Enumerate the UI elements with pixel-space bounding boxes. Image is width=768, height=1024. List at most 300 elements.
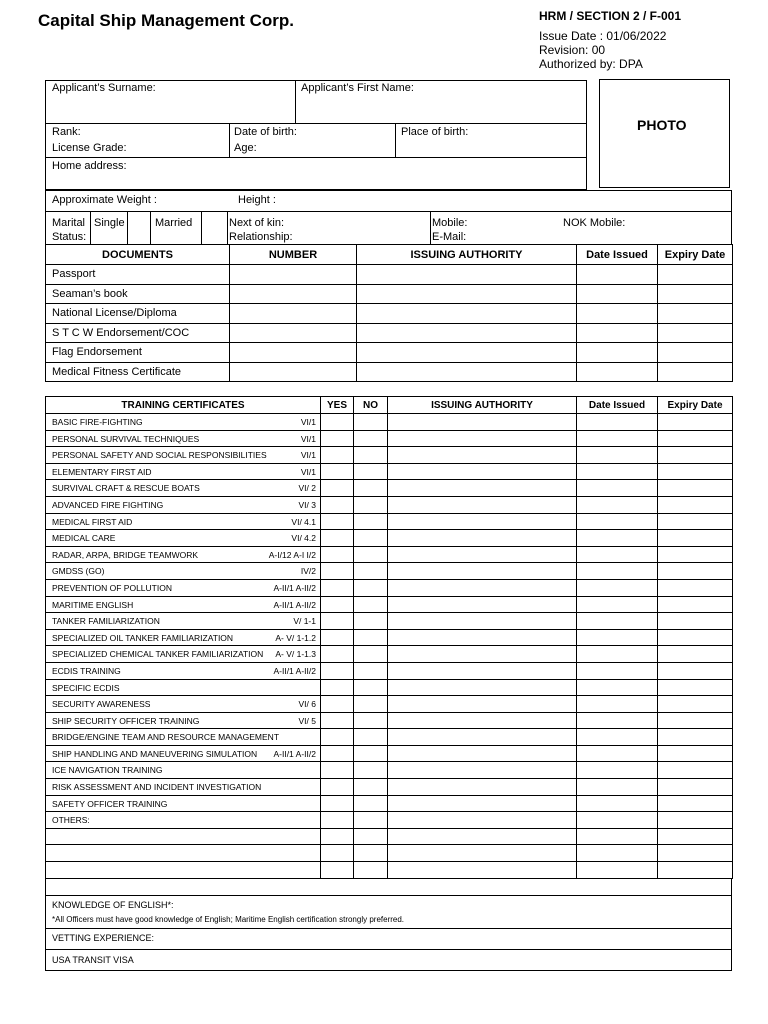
yes-cell[interactable] (321, 762, 354, 779)
yes-cell[interactable] (321, 579, 354, 596)
training-name-cell (46, 629, 321, 646)
document-number-cell[interactable] (230, 362, 357, 382)
revision: Revision: 00 (539, 43, 606, 57)
training-name-cell (46, 430, 321, 447)
training-row (46, 496, 733, 513)
photo-box (599, 79, 730, 188)
yes-cell[interactable] (321, 646, 354, 663)
training-date-issued-cell[interactable] (577, 646, 658, 663)
yes-cell[interactable] (321, 828, 354, 845)
training-authority-cell[interactable] (388, 563, 577, 580)
document-expiry-cell[interactable] (658, 265, 733, 285)
training-reference: A-II/1 A-II/2 (273, 599, 316, 610)
training-date-issued-cell[interactable] (577, 679, 658, 696)
married-label: Married (155, 217, 193, 229)
training-name: ICE NAVIGATION TRAINING (52, 765, 163, 776)
training-expiry-cell[interactable] (658, 563, 733, 580)
no-cell[interactable] (354, 696, 388, 713)
document-expiry-cell[interactable] (658, 362, 733, 382)
english-note: *All Officers must have good knowledge of English; Maritime English certification strongly preferred. (52, 915, 405, 924)
document-authority-cell[interactable] (357, 265, 577, 285)
training-row (46, 563, 733, 580)
height-label: Height : (238, 194, 276, 206)
yes-cell[interactable] (321, 430, 354, 447)
training-authority-cell[interactable] (388, 513, 577, 530)
training-name-cell (46, 530, 321, 547)
training-name: MEDICAL CARE (52, 533, 116, 544)
training-date-issued-cell[interactable] (577, 862, 658, 879)
training-row (46, 596, 733, 613)
training-name: OTHERS: (52, 815, 90, 826)
training-row (46, 613, 733, 630)
document-expiry-cell[interactable] (658, 284, 733, 304)
training-authority-cell[interactable] (388, 646, 577, 663)
training-name: SHIP HANDLING AND MANEUVERING SIMULATION (52, 748, 258, 759)
document-name: Seaman’s book (46, 284, 230, 304)
training-expiry-cell[interactable] (658, 812, 733, 829)
yes-cell[interactable] (321, 862, 354, 879)
training-name-cell (46, 463, 321, 480)
document-row (46, 304, 733, 324)
place-of-birth-label: Place of birth: (401, 126, 469, 138)
document-expiry-cell[interactable] (658, 323, 733, 343)
training-expiry-cell[interactable] (658, 712, 733, 729)
training-date-issued-cell[interactable] (577, 563, 658, 580)
training-reference: VI/ 4.2 (291, 533, 316, 544)
yes-cell[interactable] (321, 712, 354, 729)
yes-cell[interactable] (321, 513, 354, 530)
training-row (46, 828, 733, 845)
training-date-issued-cell[interactable] (577, 463, 658, 480)
yes-cell[interactable] (321, 812, 354, 829)
usa-visa-label: USA TRANSIT VISA (52, 955, 134, 965)
no-cell[interactable] (354, 812, 388, 829)
no-cell[interactable] (354, 496, 388, 513)
yes-cell[interactable] (321, 696, 354, 713)
expiry-date-header: Expiry Date (658, 245, 733, 265)
yes-cell[interactable] (321, 463, 354, 480)
training-expiry-cell[interactable] (658, 596, 733, 613)
training-name-cell (46, 414, 321, 431)
training-authority-cell[interactable] (388, 596, 577, 613)
training-reference: VI/ 2 (298, 483, 316, 494)
single-label: Single (94, 217, 125, 229)
training-authority-header: ISSUING AUTHORITY (388, 397, 577, 414)
training-expiry-cell[interactable] (658, 845, 733, 862)
training-name-cell (46, 496, 321, 513)
training-authority-cell[interactable] (388, 414, 577, 431)
document-date-issued-cell[interactable] (577, 265, 658, 285)
no-cell[interactable] (354, 613, 388, 630)
training-reference: A- V/ 1-1.3 (275, 649, 316, 660)
training-authority-cell[interactable] (388, 729, 577, 746)
training-row (46, 762, 733, 779)
training-reference: A-II/1 A-II/2 (273, 582, 316, 593)
document-name: Medical Fitness Certificate (46, 362, 230, 382)
training-expiry-cell[interactable] (658, 629, 733, 646)
yes-cell[interactable] (321, 480, 354, 497)
yes-cell[interactable] (321, 563, 354, 580)
training-date-issued-cell[interactable] (577, 696, 658, 713)
training-date-issued-cell[interactable] (577, 812, 658, 829)
document-authority-cell[interactable] (357, 304, 577, 324)
first-name-label: Applicant’s First Name: (301, 82, 414, 94)
training-name: SURVIVAL CRAFT & RESCUE BOATS (52, 483, 200, 494)
training-authority-cell[interactable] (388, 745, 577, 762)
training-row (46, 862, 733, 879)
training-name: SPECIALIZED CHEMICAL TANKER FAMILIARIZATION (52, 649, 264, 660)
training-name: PERSONAL SAFETY AND SOCIAL RESPONSIBILITIES (52, 450, 267, 461)
training-row (46, 795, 733, 812)
issue-date: Issue Date : 01/06/2022 (539, 29, 667, 43)
yes-cell[interactable] (321, 745, 354, 762)
yes-cell[interactable] (321, 496, 354, 513)
no-cell[interactable] (354, 745, 388, 762)
training-reference: A- V/ 1-1.2 (275, 632, 316, 643)
training-expiry-cell[interactable] (658, 662, 733, 679)
date-issued-header: Date Issued (577, 245, 658, 265)
training-date-issued-cell[interactable] (577, 779, 658, 796)
no-cell[interactable] (354, 579, 388, 596)
training-row (46, 546, 733, 563)
training-expiry-cell[interactable] (658, 696, 733, 713)
training-reference: V/ 1-1 (293, 616, 316, 627)
weight-label: Approximate Weight : (52, 194, 157, 206)
training-name-cell (46, 447, 321, 464)
document-date-issued-cell[interactable] (577, 323, 658, 343)
training-name-cell (46, 579, 321, 596)
training-expiry-cell[interactable] (658, 729, 733, 746)
training-date-issued-cell[interactable] (577, 712, 658, 729)
no-cell[interactable] (354, 779, 388, 796)
training-expiry-cell[interactable] (658, 480, 733, 497)
documents-header: DOCUMENTS (46, 245, 230, 265)
no-cell[interactable] (354, 629, 388, 646)
training-authority-cell[interactable] (388, 828, 577, 845)
mobile-label: Mobile: (432, 217, 468, 229)
training-expiry-cell[interactable] (658, 762, 733, 779)
training-row (46, 646, 733, 663)
no-cell[interactable] (354, 729, 388, 746)
yes-cell[interactable] (321, 662, 354, 679)
training-row (46, 679, 733, 696)
rank-label: Rank: (52, 126, 81, 138)
training-authority-cell[interactable] (388, 430, 577, 447)
email-label: E-Mail: (432, 231, 467, 243)
training-expiry-cell[interactable] (658, 530, 733, 547)
training-date-issued-cell[interactable] (577, 745, 658, 762)
training-row (46, 579, 733, 596)
documents-header-row (46, 245, 733, 265)
yes-cell[interactable] (321, 447, 354, 464)
no-cell[interactable] (354, 845, 388, 862)
license-grade-label: License Grade: (52, 142, 127, 154)
training-authority-cell[interactable] (388, 762, 577, 779)
surname-label: Applicant’s Surname: (52, 82, 156, 94)
no-cell[interactable] (354, 646, 388, 663)
training-reference: A-II/1 A-II/2 (273, 748, 316, 759)
training-date-issued-cell[interactable] (577, 480, 658, 497)
document-authority-cell[interactable] (357, 362, 577, 382)
training-header-row (46, 397, 733, 414)
training-reference: VI/ 3 (298, 499, 316, 510)
no-cell[interactable] (354, 447, 388, 464)
training-name: SPECIALIZED OIL TANKER FAMILIARIZATION (52, 632, 234, 643)
document-date-issued-cell[interactable] (577, 304, 658, 324)
training-name-cell (46, 646, 321, 663)
training-authority-cell[interactable] (388, 613, 577, 630)
training-date-issued-cell[interactable] (577, 613, 658, 630)
training-row (46, 629, 733, 646)
training-name: BASIC FIRE-FIGHTING (52, 417, 143, 427)
training-date-issued-cell[interactable] (577, 579, 658, 596)
training-authority-cell[interactable] (388, 546, 577, 563)
training-date-issued-cell[interactable] (577, 430, 658, 447)
training-name-cell (46, 745, 321, 762)
training-date-issued-cell[interactable] (577, 629, 658, 646)
training-reference: VI/1 (300, 466, 316, 477)
yes-cell[interactable] (321, 795, 354, 812)
training-date-issued-cell[interactable] (577, 496, 658, 513)
training-authority-cell[interactable] (388, 795, 577, 812)
no-cell[interactable] (354, 430, 388, 447)
home-address-label: Home address: (52, 160, 127, 172)
training-reference: VI/1 (300, 433, 316, 444)
training-expiry-cell[interactable] (658, 828, 733, 845)
training-name-cell (46, 696, 321, 713)
yes-cell[interactable] (321, 729, 354, 746)
training-expiry-cell[interactable] (658, 613, 733, 630)
english-knowledge-label: KNOWLEDGE OF ENGLISH*: (52, 900, 174, 910)
vetting-experience-label: VETTING EXPERIENCE: (52, 933, 155, 943)
training-name: TANKER FAMILIARIZATION (52, 616, 160, 627)
document-row (46, 362, 733, 382)
no-cell[interactable] (354, 862, 388, 879)
training-name: ECDIS TRAINING (52, 665, 121, 676)
training-name-cell (46, 812, 321, 829)
training-name: MARITIME ENGLISH (52, 599, 134, 610)
training-expiry-cell[interactable] (658, 513, 733, 530)
document-number-cell[interactable] (230, 304, 357, 324)
document-code: HRM / SECTION 2 / F-001 (539, 9, 682, 23)
no-cell[interactable] (354, 662, 388, 679)
training-date-issued-cell[interactable] (577, 546, 658, 563)
no-cell[interactable] (354, 530, 388, 547)
no-cell[interactable] (354, 513, 388, 530)
document-number-cell[interactable] (230, 284, 357, 304)
training-reference: IV/2 (300, 566, 316, 577)
next-of-kin-label: Next of kin: (229, 217, 285, 229)
footer-box (45, 878, 732, 971)
training-expiry-cell[interactable] (658, 579, 733, 596)
training-reference: VI/ 5 (298, 715, 316, 726)
training-authority-cell[interactable] (388, 447, 577, 464)
no-cell[interactable] (354, 596, 388, 613)
training-expiry-cell[interactable] (658, 795, 733, 812)
document-name: S T C W Endorsement/COC (46, 323, 230, 343)
training-name: SECURITY AWARENESS (52, 699, 151, 710)
no-cell[interactable] (354, 795, 388, 812)
training-row (46, 447, 733, 464)
document-row (46, 323, 733, 343)
no-cell[interactable] (354, 546, 388, 563)
document-number-cell[interactable] (230, 265, 357, 285)
yes-cell[interactable] (321, 414, 354, 431)
training-reference: A-I/12 A-I I/2 (268, 549, 316, 560)
training-name-cell (46, 862, 321, 879)
training-name-cell (46, 480, 321, 497)
document-date-issued-cell[interactable] (577, 362, 658, 382)
yes-cell[interactable] (321, 629, 354, 646)
training-row (46, 845, 733, 862)
relationship-label: Relationship: (229, 231, 293, 243)
training-authority-cell[interactable] (388, 579, 577, 596)
no-cell[interactable] (354, 679, 388, 696)
training-authority-cell[interactable] (388, 779, 577, 796)
training-date-issued-cell[interactable] (577, 662, 658, 679)
training-name: ELEMENTARY FIRST AID (52, 466, 152, 477)
document-authority-cell[interactable] (357, 284, 577, 304)
nok-mobile-label: NOK Mobile: (563, 217, 626, 229)
no-cell[interactable] (354, 414, 388, 431)
yes-cell[interactable] (321, 679, 354, 696)
company-name: Capital Ship Management Corp. (38, 11, 294, 30)
training-name-cell (46, 596, 321, 613)
document-authority-cell[interactable] (357, 323, 577, 343)
training-name-cell (46, 513, 321, 530)
yes-cell[interactable] (321, 845, 354, 862)
training-name-cell (46, 729, 321, 746)
training-date-issued-cell[interactable] (577, 414, 658, 431)
training-reference: A-II/1 A-II/2 (273, 665, 316, 676)
training-name: RISK ASSESSMENT AND INCIDENT INVESTIGATION (52, 782, 262, 793)
training-name: RADAR, ARPA, BRIDGE TEAMWORK (52, 549, 199, 560)
training-name: SHIP SECURITY OFFICER TRAINING (52, 715, 200, 726)
issuing-authority-header: ISSUING AUTHORITY (357, 245, 577, 265)
training-date-issued-cell[interactable] (577, 596, 658, 613)
document-date-issued-cell[interactable] (577, 343, 658, 363)
document-row (46, 284, 733, 304)
training-expiry-cell[interactable] (658, 546, 733, 563)
yes-cell[interactable] (321, 530, 354, 547)
training-authority-cell[interactable] (388, 862, 577, 879)
training-expiry-cell[interactable] (658, 646, 733, 663)
training-authority-cell[interactable] (388, 662, 577, 679)
training-date-issued-header: Date Issued (577, 397, 658, 414)
training-name: PREVENTION OF POLLUTION (52, 582, 172, 593)
yes-cell[interactable] (321, 779, 354, 796)
training-authority-cell[interactable] (388, 480, 577, 497)
no-cell[interactable] (354, 712, 388, 729)
training-header: TRAINING CERTIFICATES (46, 397, 321, 414)
training-row (46, 812, 733, 829)
training-date-issued-cell[interactable] (577, 762, 658, 779)
no-cell[interactable] (354, 463, 388, 480)
yes-cell[interactable] (321, 613, 354, 630)
training-date-issued-cell[interactable] (577, 447, 658, 464)
training-expiry-cell[interactable] (658, 463, 733, 480)
document-expiry-cell[interactable] (658, 304, 733, 324)
training-name-cell (46, 828, 321, 845)
training-name: ADVANCED FIRE FIGHTING (52, 499, 164, 510)
number-header: NUMBER (230, 245, 357, 265)
no-cell[interactable] (354, 480, 388, 497)
document-row (46, 265, 733, 285)
training-name: SAFETY OFFICER TRAINING (52, 798, 168, 809)
training-authority-cell[interactable] (388, 712, 577, 729)
training-expiry-cell[interactable] (658, 745, 733, 762)
no-cell[interactable] (354, 762, 388, 779)
training-name: BRIDGE/ENGINE TEAM AND RESOURCE MANAGEMENT (52, 732, 280, 743)
training-row (46, 662, 733, 679)
authorized-by: Authorized by: DPA (539, 57, 643, 71)
training-authority-cell[interactable] (388, 845, 577, 862)
training-authority-cell[interactable] (388, 679, 577, 696)
training-name: SPECIFIC ECDIS (52, 682, 120, 693)
training-name: GMDSS (GO) (52, 566, 105, 577)
training-row (46, 530, 733, 547)
document-row (46, 343, 733, 363)
age-label: Age: (234, 142, 257, 154)
yes-header: YES (321, 397, 354, 414)
training-reference: VI/ 6 (298, 699, 316, 710)
training-authority-cell[interactable] (388, 530, 577, 547)
training-expiry-cell[interactable] (658, 414, 733, 431)
training-date-issued-cell[interactable] (577, 845, 658, 862)
training-expiry-cell[interactable] (658, 496, 733, 513)
document-name: Flag Endorsement (46, 343, 230, 363)
training-expiry-cell[interactable] (658, 679, 733, 696)
training-authority-cell[interactable] (388, 696, 577, 713)
training-expiry-cell[interactable] (658, 862, 733, 879)
yes-cell[interactable] (321, 596, 354, 613)
document-authority-cell[interactable] (357, 343, 577, 363)
training-date-issued-cell[interactable] (577, 513, 658, 530)
training-authority-cell[interactable] (388, 629, 577, 646)
training-name-cell (46, 662, 321, 679)
yes-cell[interactable] (321, 546, 354, 563)
training-authority-cell[interactable] (388, 496, 577, 513)
training-expiry-header: Expiry Date (658, 397, 733, 414)
training-expiry-cell[interactable] (658, 430, 733, 447)
training-row (46, 729, 733, 746)
training-row (46, 513, 733, 530)
training-row (46, 696, 733, 713)
document-number-cell[interactable] (230, 343, 357, 363)
dob-label: Date of birth: (234, 126, 297, 138)
training-table (45, 396, 733, 879)
training-row (46, 463, 733, 480)
training-authority-cell[interactable] (388, 812, 577, 829)
training-expiry-cell[interactable] (658, 447, 733, 464)
training-expiry-cell[interactable] (658, 779, 733, 796)
status-label: Status: (52, 231, 87, 243)
photo-label: PHOTO (637, 117, 687, 133)
no-cell[interactable] (354, 563, 388, 580)
document-number-cell[interactable] (230, 323, 357, 343)
training-date-issued-cell[interactable] (577, 828, 658, 845)
training-authority-cell[interactable] (388, 463, 577, 480)
training-name-cell (46, 563, 321, 580)
document-expiry-cell[interactable] (658, 343, 733, 363)
training-date-issued-cell[interactable] (577, 530, 658, 547)
training-date-issued-cell[interactable] (577, 795, 658, 812)
no-cell[interactable] (354, 828, 388, 845)
training-name-cell (46, 546, 321, 563)
training-date-issued-cell[interactable] (577, 729, 658, 746)
document-date-issued-cell[interactable] (577, 284, 658, 304)
training-name-cell (46, 795, 321, 812)
